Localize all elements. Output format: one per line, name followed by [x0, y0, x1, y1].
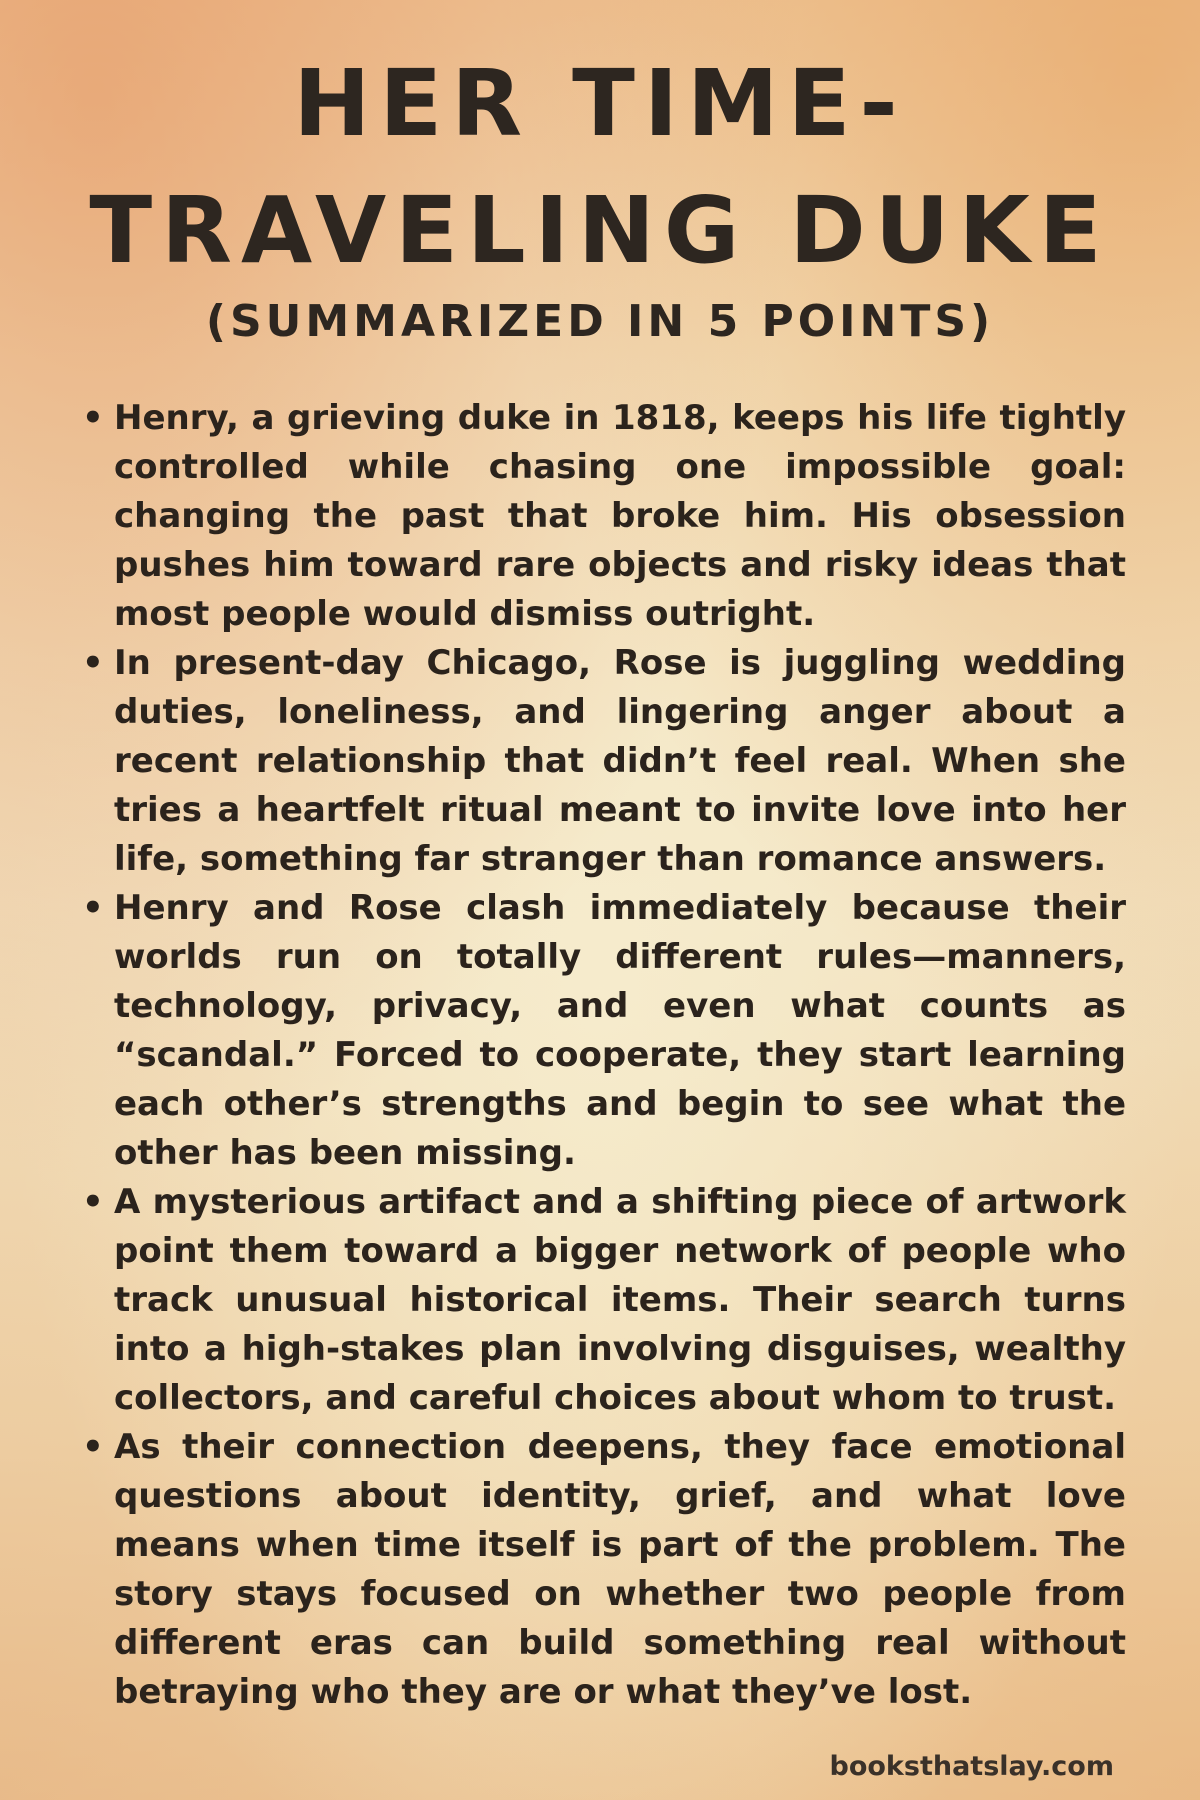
summary-point-text: In present-day Chicago, Rose is juggling wedding duties, loneliness, and lingering anger about a recent relationship that didn’t feel real. When she tries a heartfelt ritual meant to invite love into her life, something far stranger than romance answers. — [114, 643, 1126, 879]
bullet-icon: • — [82, 643, 104, 683]
summary-point-text: Henry, a grieving duke in 1818, keeps his life tightly controlled while chasing one impossible goal: changing the past that broke him. His obsession pushes him toward rare objects and risky ideas that most people would dismiss outright. — [114, 398, 1126, 634]
bullet-icon: • — [82, 1427, 104, 1467]
bullet-icon: • — [82, 398, 104, 438]
summary-point-5 — [82, 1423, 1126, 1717]
bullet-icon: • — [82, 888, 104, 928]
summary-point-text: A mysterious artifact and a shifting piece of artwork point them toward a bigger network of people who track unusual historical items. Their search turns into a high-stakes plan involving disguises, wealthy collectors, and careful choices about whom to trust. — [114, 1182, 1126, 1418]
summary-point-text: As their connection deepens, they face emotional questions about identity, grief, and what love means when time itself is part of the problem. The story stays focused on whether two people from different eras can build something real without betraying who they are or what they’ve lost. — [114, 1427, 1126, 1712]
title-line-1: HER TIME- — [293, 50, 907, 157]
summary-points-list — [82, 394, 1126, 1717]
site-credit: booksthatslay.com — [829, 1751, 1114, 1782]
subtitle: (SUMMARIZED IN 5 POINTS) — [205, 296, 995, 347]
summary-point-1 — [82, 394, 1126, 639]
title-line-2: TRAVELING DUKE — [89, 177, 1111, 284]
summary-point-2 — [82, 639, 1126, 884]
summary-point-4 — [82, 1178, 1126, 1423]
bullet-icon: • — [82, 1182, 104, 1222]
summary-point-3 — [82, 884, 1126, 1178]
summary-point-text: Henry and Rose clash immediately because their worlds run on totally different rules—manners, technology, privacy, and even what counts as “scandal.” Forced to cooperate, they start learning each other’s strengths and begin to see what the other has been missing. — [114, 888, 1126, 1173]
